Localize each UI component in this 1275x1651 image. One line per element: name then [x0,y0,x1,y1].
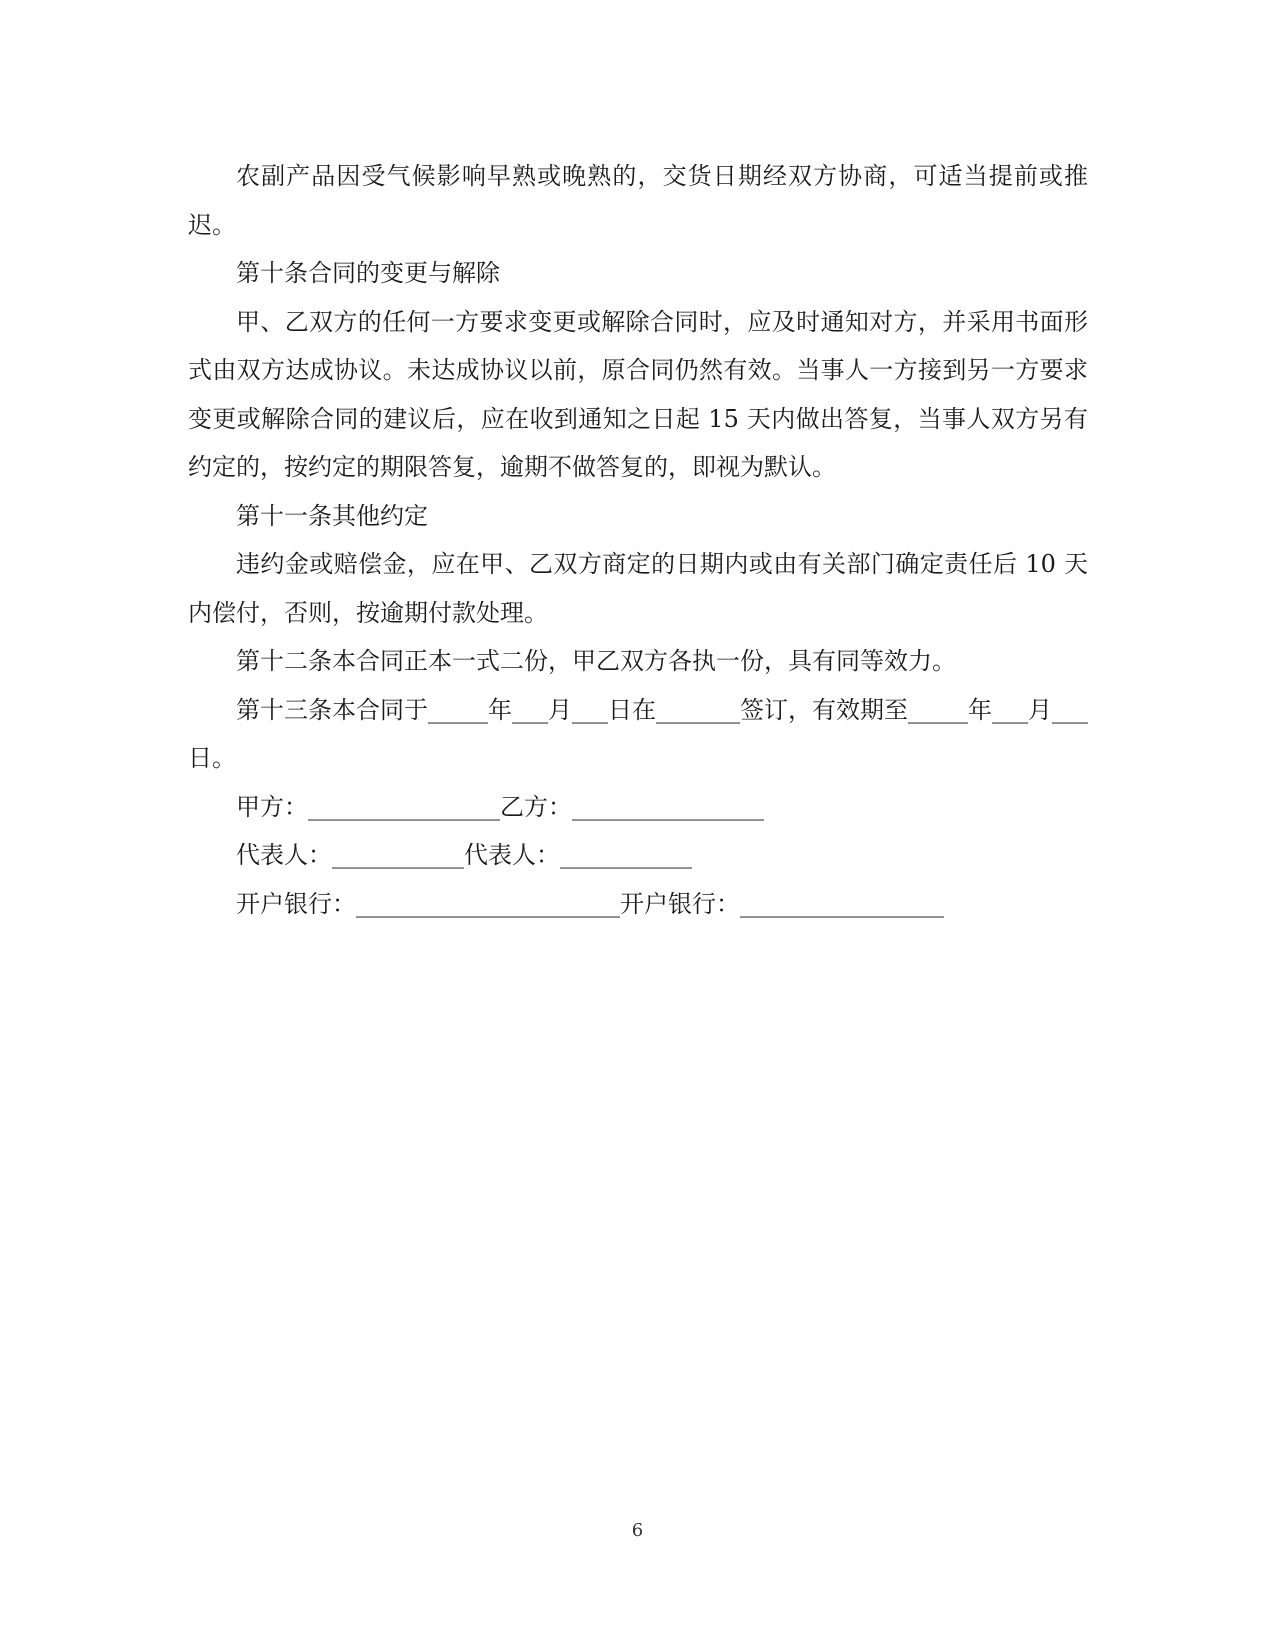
page-number: 6 [631,1520,644,1541]
paragraph-article-13: 第十三条本合同于_____年___月___日在_______签订，有效期至_____年___月___日。 [188,695,1088,772]
signature-party-line: 甲方：________________乙方：________________ [236,792,764,821]
paragraph-contract-change: 甲、乙双方的任何一方要求变更或解除合同时，应及时通知对方，并采用书面形式由双方达成协议。未达成协议以前，原合同仍然有效。当事人一方接到另一方要求变更或解除合同的建议后，应在收到通知之日起 15 天内做出答复，当事人双方另有约定的，按约定的期限答复，逾期不做答复的，即视为默认。 [188,307,1088,481]
signature-bank-line: 开户银行：______________________开户银行：_________________ [236,889,944,918]
heading-article-11: 第十一条其他约定 [236,501,428,530]
paragraph-delivery-date: 农副产品因受气候影响早熟或晚熟的，交货日期经双方协商，可适当提前或推迟。 [188,162,1088,239]
paragraph-article-12: 第十二条本合同正本一式二份，甲乙双方各执一份，具有同等效力。 [236,647,956,675]
signature-representative-line: 代表人：___________代表人：___________ [236,841,692,869]
document-body [188,152,1088,928]
paragraph-penalty: 违约金或赔偿金，应在甲、乙双方商定的日期内或由有关部门确定责任后 10 天内偿付，否则，按逾期付款处理。 [188,550,1088,627]
heading-article-10: 第十条合同的变更与解除 [236,259,500,287]
